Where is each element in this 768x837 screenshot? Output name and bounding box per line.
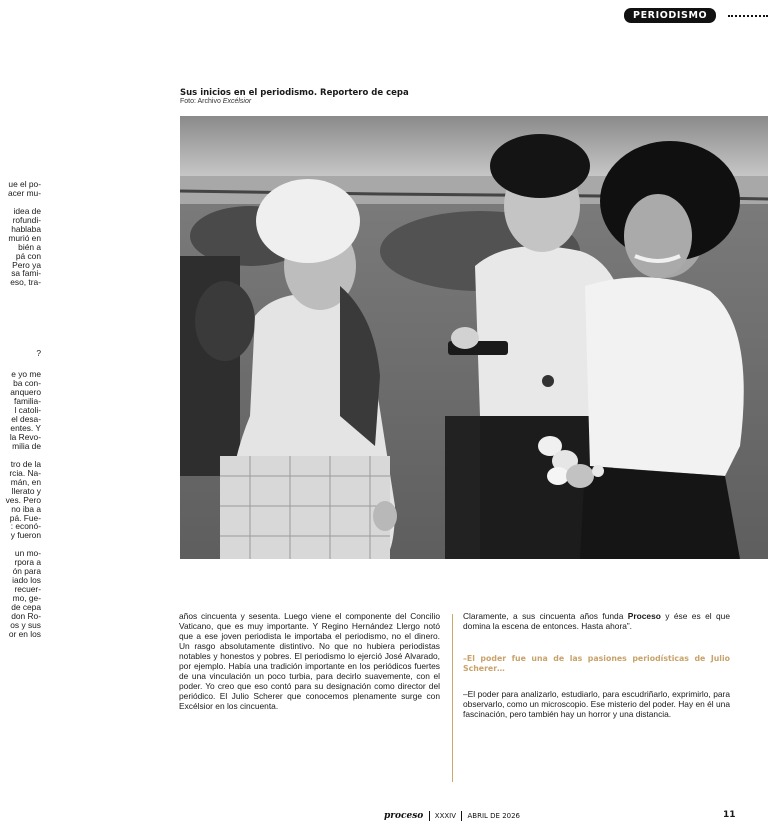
column-divider [452, 614, 453, 782]
section-rule [728, 15, 768, 17]
photo-credit [180, 98, 409, 106]
left-paragraph-3: e yo me ba con- anquero familia- l catoli- el desa- entes. Y la Revo- milia de [9, 369, 41, 451]
magazine-logo: proceso [384, 811, 424, 821]
article-column-middle [179, 612, 440, 712]
article-paragraph-right [463, 612, 730, 632]
left-column-inner [0, 180, 41, 648]
photo-title: Sus inicios en el periodismo. Reportero de cepa [180, 88, 409, 98]
left-paragraph-1: ue el po- acer mu- [7, 180, 41, 198]
archive-photo-illustration [180, 116, 768, 559]
archive-photo [180, 116, 768, 559]
photo-caption [180, 88, 409, 106]
section-label: PERIODISMO [624, 8, 716, 23]
left-question-fragment: ? [36, 348, 41, 359]
interview-question: –El poder fue una de las pasiones periodísticas de Julio Scherer… [463, 653, 730, 673]
magazine-name-bold: Proceso [627, 611, 661, 621]
page-footer [384, 811, 520, 821]
page-number: 11 [723, 810, 736, 820]
photo-credit-prefix: Foto: Archivo [180, 98, 223, 105]
right-text-b: y ése es el que domina la escena de entonces. Hasta ahora”. [463, 611, 730, 631]
left-paragraph-2: idea de rofundi- hablaba murió en bién a pá con Pero ya sa fami- eso, tra- [8, 205, 41, 288]
footer-separator [429, 811, 430, 821]
footer-volume: XXXIV [434, 812, 457, 820]
interview-answer: –El poder para analizarlo, estudiarlo, para escudriñarlo, exprimirlo, para observarlo, como un microscopio. Ese misterio del poder. Hay en él una fascinación, pero también hay un horror y una distancia. [463, 688, 730, 719]
left-column-text [0, 180, 42, 790]
left-paragraph-4: tro de la rcia. Na- mán, en llerato y ves. Pero no iba a pá. Fue- : econó- y fueron [5, 458, 41, 541]
right-text-a: Claramente, a sus cincuenta años funda [463, 611, 628, 621]
article-paragraph-middle: años cincuenta y sesenta. Luego viene el componente del Concilio Vaticano, que es muy importante. Y Regino Hernández Llergo notó que a ese joven periodista le importaba el periodismo, no el dinero. Un rasgo absolutamente distintivo. No que no hubiera periodistas notables y honestos y pobres. El periodismo lo ejerció José Alvarado, por ejemplo. Había una tradición importante en los periódicos fuertes de una vinculación un poco turbia, para decirlo suavemente, con el poder. Yo creo que eso contó para su designación como director del periódico. El Julio Scherer que conocemos plenamente surge con Excélsior en los cincuenta. [179, 611, 440, 711]
footer-date: ABRIL DE 2026 [467, 812, 521, 820]
left-paragraph-5: un mo- rpora a ón para iado los recuer- mo, ge- de cepa don Ro- os y sus or en los [8, 548, 41, 639]
footer-separator [461, 811, 462, 821]
photo-credit-source: Excélsior [222, 98, 252, 105]
article-column-right [463, 612, 730, 720]
